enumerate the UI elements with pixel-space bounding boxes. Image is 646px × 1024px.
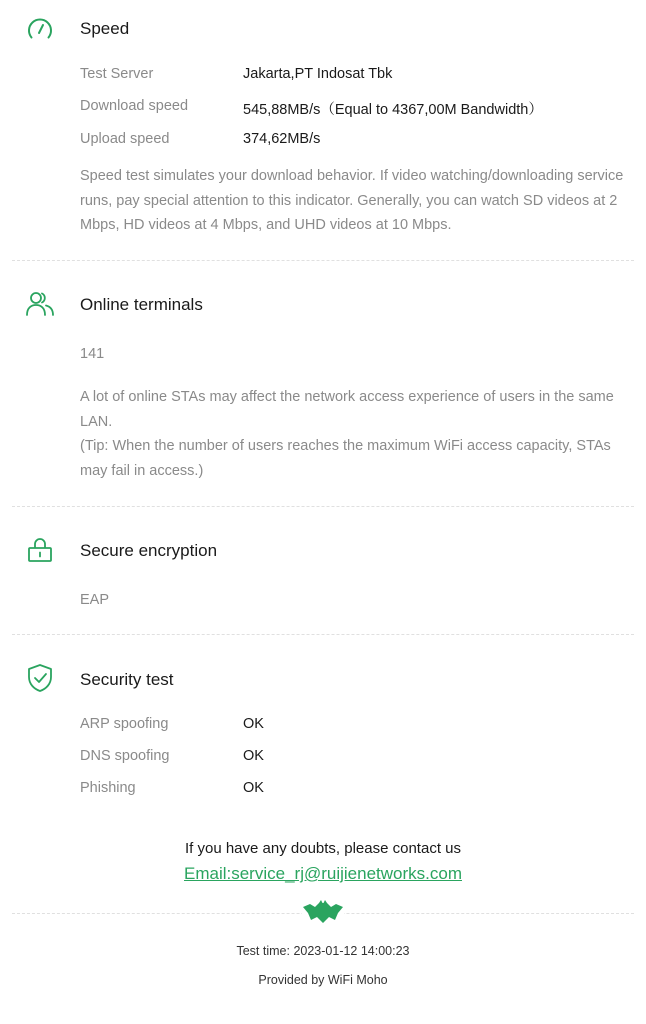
test-time: Test time: 2023-01-12 14:00:23 — [236, 944, 410, 958]
divider — [12, 506, 634, 507]
divider — [12, 260, 634, 261]
terminals-title: Online terminals — [80, 295, 203, 314]
shield-check-icon — [24, 662, 56, 694]
encryption-value: EAP — [80, 592, 110, 608]
encryption-title: Secure encryption — [80, 541, 218, 560]
contact-text: If you have any doubts, please contact us — [184, 840, 461, 857]
dns-spoofing-label: DNS spoofing — [80, 748, 170, 764]
download-speed-value: 545,88MB/s（Equal to 4367,00M Bandwidth） — [243, 102, 543, 118]
terminals-tip: (Tip: When the number of users reaches the maximum WiFi access capacity, STAs may fail in access.) — [80, 438, 611, 479]
contact-email-wrap — [0, 864, 646, 884]
provided-by: Provided by WiFi Moho — [258, 973, 388, 987]
speedometer-icon — [24, 13, 56, 45]
terminals-description-line: A lot of online STAs may affect the network access experience of users in the same LAN. — [80, 389, 614, 430]
users-icon — [24, 288, 56, 320]
terminals-description — [80, 385, 628, 483]
phishing-value: OK — [243, 780, 264, 796]
test-server-value: Jakarta,PT Indosat Tbk — [243, 66, 393, 82]
security-title: Security test — [80, 670, 174, 689]
download-speed-label: Download speed — [80, 98, 189, 114]
arp-spoofing-label: ARP spoofing — [80, 716, 169, 732]
test-server-label: Test Server — [80, 66, 154, 82]
speed-description: Speed test simulates your download behavior. If video watching/downloading service runs, pay special attention to this indicator. Generally, you can watch SD videos at 2 Mbps, HD videos at 4 Mbps, and UHD videos at 10 Mbps. — [80, 168, 624, 233]
arp-spoofing-value: OK — [243, 716, 264, 732]
lock-icon — [24, 534, 56, 566]
upload-speed-value: 374,62MB/s — [243, 131, 321, 147]
phishing-label: Phishing — [80, 780, 136, 796]
dns-spoofing-value: OK — [243, 748, 264, 764]
upload-speed-label: Upload speed — [80, 131, 170, 147]
divider — [12, 634, 634, 635]
contact-email-link[interactable]: Email:service_rj@ruijienetworks.com — [184, 864, 462, 883]
bat-logo-icon — [302, 899, 344, 925]
speed-title: Speed — [80, 19, 130, 38]
terminals-count: 141 — [80, 346, 105, 362]
